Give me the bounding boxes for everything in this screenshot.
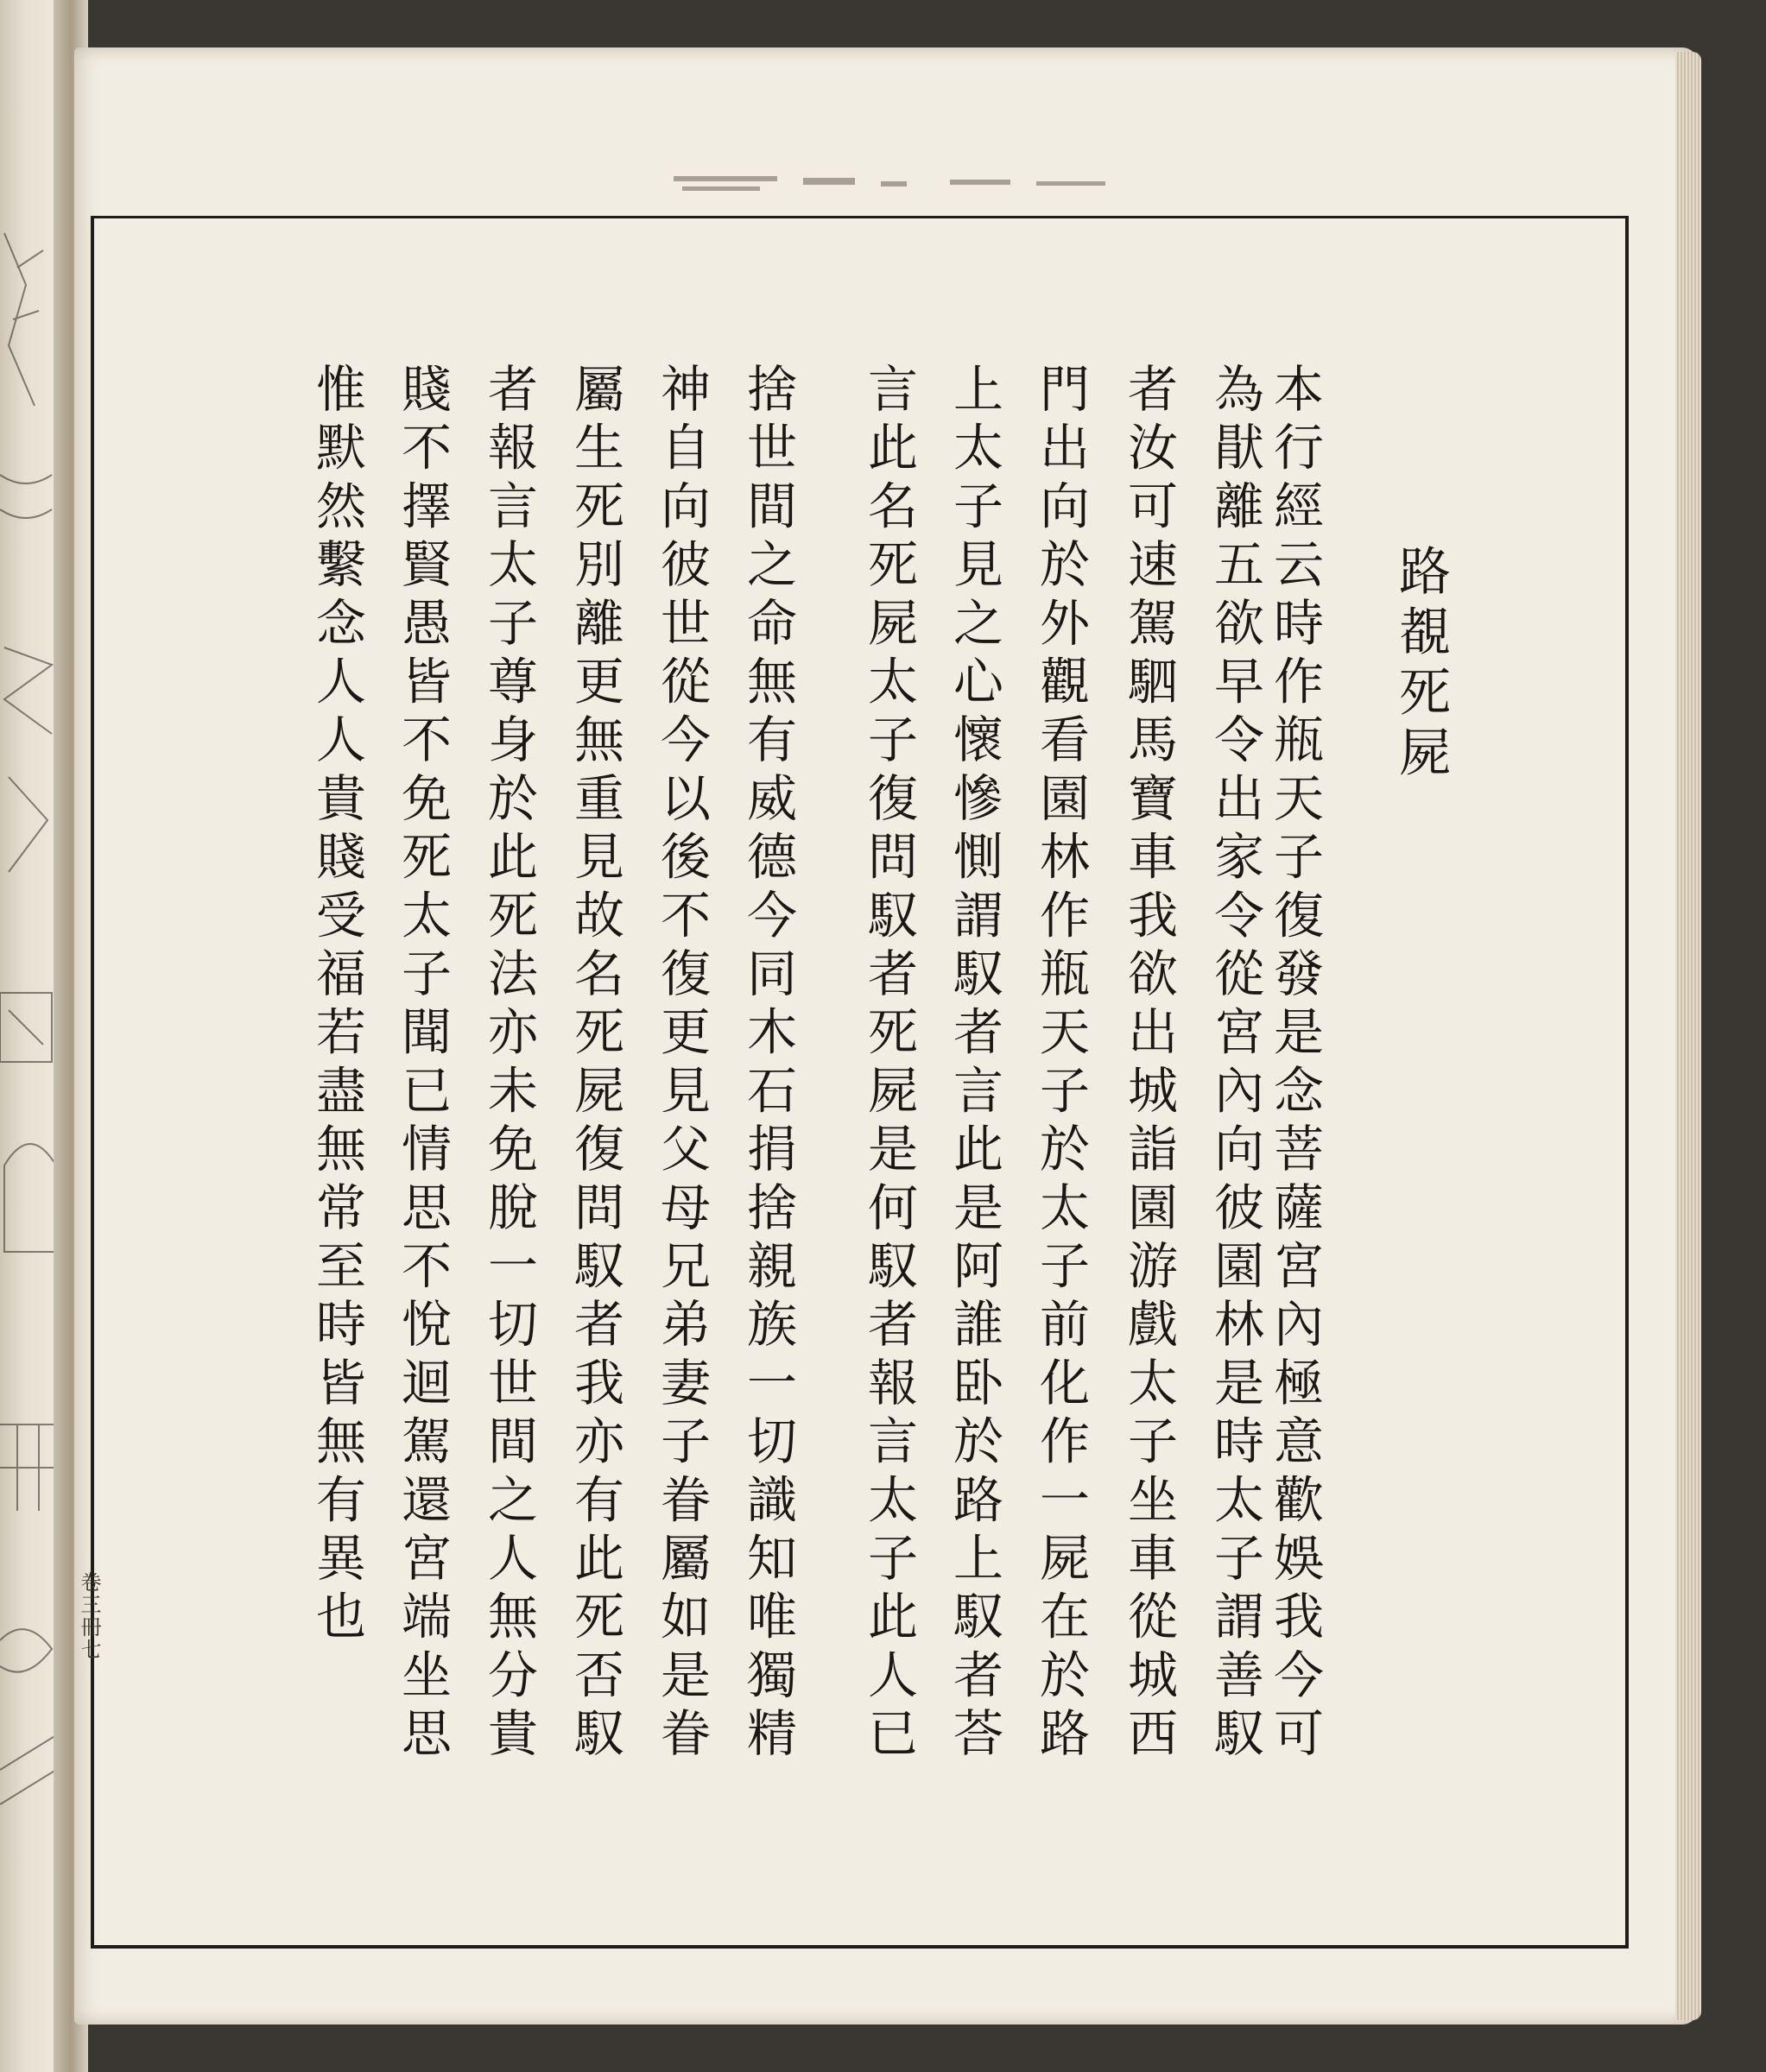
text-column-9: 屬生死別離更無重見故名死屍復問馭者我亦有此死否馭 <box>566 363 624 1766</box>
page-edges <box>1675 52 1701 2020</box>
text-column-8: 神自向彼世從今以後不復更見父母兄弟妻子眷屬如是眷 <box>652 363 711 1766</box>
text-column-7: 捨世間之命無有威德今同木石捐捨親族一切識知唯獨精 <box>738 363 797 1766</box>
section-title: 路覩死屍 <box>1390 544 1451 786</box>
faint-top-ink-marks <box>674 173 1123 199</box>
text-column-4: 門出向於外觀看園林作瓶天子於太子前化作一屍在於路 <box>1031 363 1090 1766</box>
margin-volume-note: 卷三冊七 <box>77 1571 101 1661</box>
text-column-2: 為猒離五欲早令出家令從宮內向彼園林是時太子謂善馭 <box>1206 363 1264 1766</box>
text-column-12: 惟默然繫念人人貴賤受福若盡無常至時皆無有異也 <box>307 363 366 1649</box>
text-column-1: 本行經云時作瓶天子復發是念菩薩宮內極意歡娛我今可 <box>1265 363 1324 1766</box>
text-column-5: 上太子見之心懷慘惻謂馭者言此是阿誰卧於路上馭者荅 <box>945 363 1003 1766</box>
text-column-3: 者汝可速駕駟馬寶車我欲出城詣園游戲太子坐車從城西 <box>1119 363 1178 1766</box>
text-column-6: 言此名死屍太子復問馭者死屍是何馭者報言太子此人已 <box>859 363 918 1766</box>
text-column-10: 者報言太子尊身於此死法亦未免脫一切世間之人無分貴 <box>479 363 538 1766</box>
text-column-11: 賤不擇賢愚皆不免死太子聞已情思不悅迴駕還宮端坐思 <box>393 363 452 1766</box>
